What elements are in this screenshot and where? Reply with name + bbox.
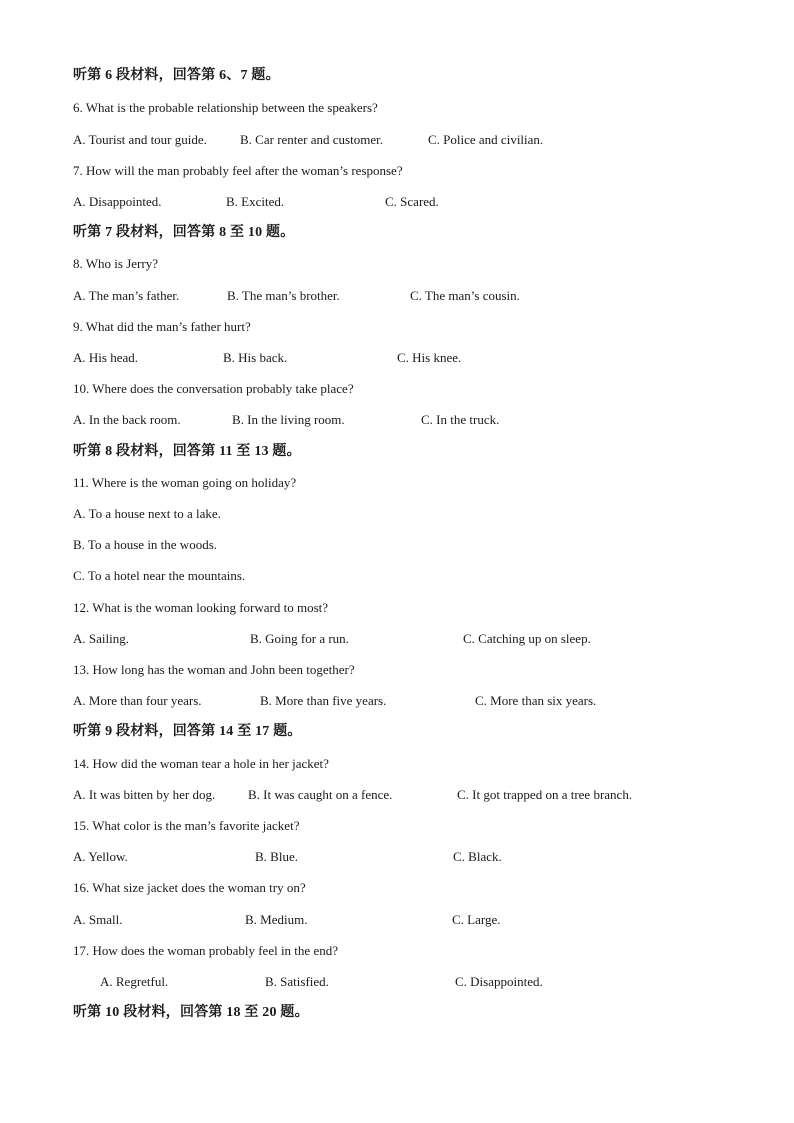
section-heading: 听第 10 段材料，回答第 18 至 20 题。 (73, 1005, 309, 1020)
option-c: C. Scared. (385, 194, 439, 209)
option-c: C. It got trapped on a tree branch. (457, 787, 633, 802)
question-text: 16. What size jacket does the woman try on? (73, 880, 306, 895)
option-a: A. Small. (73, 912, 123, 927)
option-c: C. Black. (453, 849, 502, 864)
option-b: B. To a house in the woods. (73, 537, 218, 552)
option-b: B. Blue. (255, 849, 298, 864)
question-text: 13. How long has the woman and John been together? (73, 662, 355, 677)
option-c: C. Catching up on sleep. (463, 631, 591, 646)
question-text: 14. How did the woman tear a hole in her jacket? (73, 756, 329, 771)
option-c: C. Large. (452, 912, 501, 927)
option-b: B. It was caught on a fence. (248, 787, 393, 802)
option-a: A. To a house next to a lake. (73, 506, 221, 521)
option-c: C. More than six years. (475, 693, 597, 708)
option-b: B. The man’s brother. (227, 288, 340, 303)
option-a: A. His head. (73, 350, 138, 365)
option-b: B. Car renter and customer. (240, 132, 383, 147)
option-a: A. Regretful. (100, 974, 169, 989)
question-text: 8. Who is Jerry? (73, 256, 158, 271)
question-text: 15. What color is the man’s favorite jacket? (73, 818, 300, 833)
option-a: A. The man’s father. (73, 288, 180, 303)
question-text: 11. Where is the woman going on holiday? (73, 475, 297, 490)
section-heading: 听第 7 段材料，回答第 8 至 10 题。 (73, 225, 295, 240)
option-b: B. His back. (223, 350, 288, 365)
option-b: B. In the living room. (232, 412, 345, 427)
option-a: A. Disappointed. (73, 194, 162, 209)
question-text: 7. How will the man probably feel after the woman’s response? (73, 163, 403, 178)
question-text: 10. Where does the conversation probably take place? (73, 381, 354, 396)
option-b: B. Going for a run. (250, 631, 349, 646)
question-text: 17. How does the woman probably feel in the end? (73, 943, 338, 958)
option-b: B. More than five years. (260, 693, 387, 708)
section-heading: 听第 6 段材料，回答第 6、7 题。 (73, 68, 280, 83)
option-c: C. The man’s cousin. (410, 288, 520, 303)
option-a: A. Sailing. (73, 631, 129, 646)
option-a: A. More than four years. (73, 693, 202, 708)
option-c: C. His knee. (397, 350, 462, 365)
option-c: C. To a hotel near the mountains. (73, 568, 246, 583)
section-heading: 听第 9 段材料，回答第 14 至 17 题。 (73, 724, 302, 739)
option-c: C. Police and civilian. (428, 132, 544, 147)
question-text: 12. What is the woman looking forward to most? (73, 600, 329, 615)
option-a: A. It was bitten by her dog. (73, 787, 216, 802)
option-b: B. Excited. (226, 194, 285, 209)
option-a: A. In the back room. (73, 412, 181, 427)
option-b: B. Medium. (245, 912, 308, 927)
question-text: 9. What did the man’s father hurt? (73, 319, 251, 334)
option-c: C. In the truck. (421, 412, 500, 427)
question-text: 6. What is the probable relationship between the speakers? (73, 100, 378, 115)
option-b: B. Satisfied. (265, 974, 329, 989)
section-heading: 听第 8 段材料，回答第 11 至 13 题。 (73, 444, 301, 459)
option-c: C. Disappointed. (455, 974, 543, 989)
option-a: A. Tourist and tour guide. (73, 132, 207, 147)
option-a: A. Yellow. (73, 849, 128, 864)
